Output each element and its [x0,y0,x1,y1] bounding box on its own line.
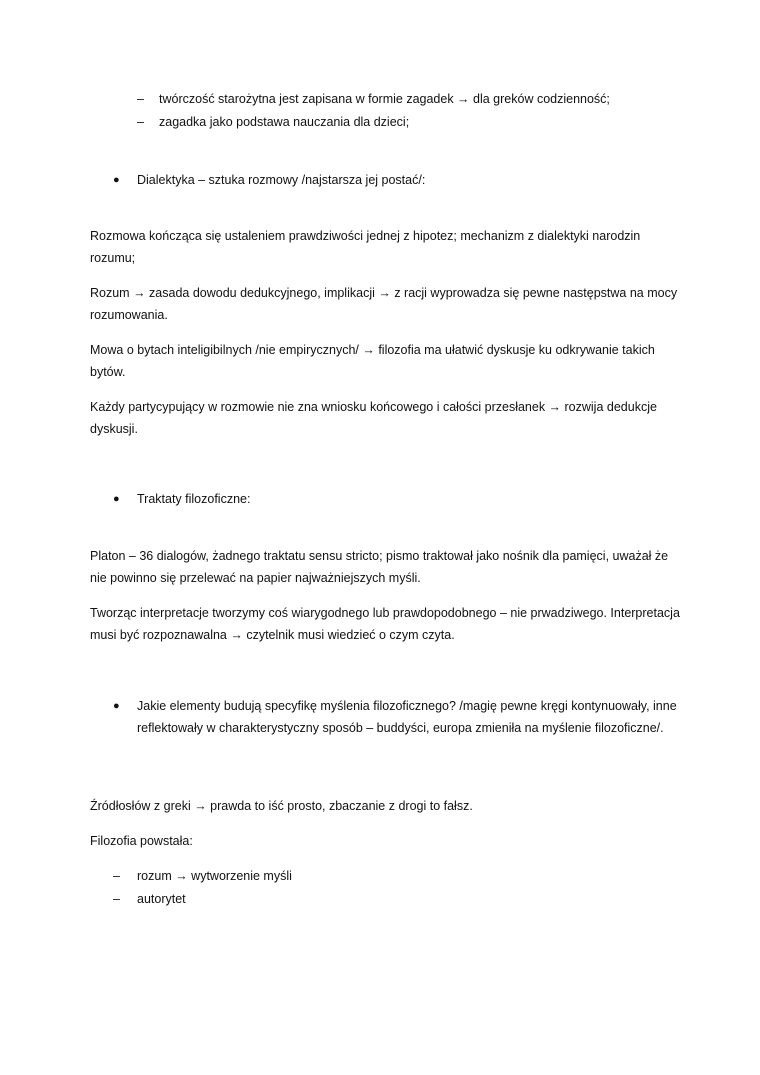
dash-marker: – [113,869,120,883]
paragraph: Rozmowa kończąca się ustaleniem prawdziwości jednej z hipotez; mechanizm z dialektyki narodzin rozumu; [90,229,641,265]
bullet-marker: ● [113,493,120,505]
section-heading: Traktaty filozoficzne: [137,492,251,506]
paragraph: Tworząc interpretacje tworzymy coś wiarygodnego lub prawdopodobnego – nie prwadziwego. Interpretacja musi być rozpoznawalna → czytelnik musi wiedzieć o czym czyta. [90,606,680,642]
section-heading: Jakie elementy budują specyfikę myślenia filozoficznego? /magię pewne kręgi kontynuowały, inne reflektowały w charakterystyczny sposób – buddyści, europa zmieniła na myślenie filozoficzne/. [137,699,677,735]
bullet-marker: ● [113,700,120,712]
dash-marker: – [137,92,144,106]
list-item: twórczość starożytna jest zapisana w formie zagadek → dla greków codzienność; [159,92,610,106]
section-heading: Dialektyka – sztuka rozmowy /najstarsza jej postać/: [137,173,426,187]
list-item: rozum → wytworzenie myśli [137,869,292,883]
dash-marker: – [137,115,144,129]
paragraph: Rozum → zasada dowodu dedukcyjnego, implikacji → z racji wyprowadza się pewne następstwa na mocy rozumowania. [90,286,678,322]
paragraph: Mowa o bytach inteligibilnych /nie empirycznych/ → filozofia ma ułatwić dyskusje ku odkrywanie takich bytów. [90,343,655,379]
list-item: autorytet [137,892,186,906]
paragraph: Filozofia powstała: [90,834,193,848]
dash-marker: – [113,892,120,906]
list-item: zagadka jako podstawa nauczania dla dzieci; [159,115,410,129]
paragraph: Źródłosłów z greki → prawda to iść prosto, zbaczanie z drogi to fałsz. [90,799,473,813]
bullet-marker: ● [113,174,120,186]
paragraph: Platon – 36 dialogów, żadnego traktatu sensu stricto; pismo traktował jako nośnik dla pamięci, uważał że nie powinno się przelewać na papier najważniejszych myśli. [90,549,669,585]
paragraph: Każdy partycypujący w rozmowie nie zna wniosku końcowego i całości przesłanek → rozwija dedukcje dyskusji. [90,400,657,436]
